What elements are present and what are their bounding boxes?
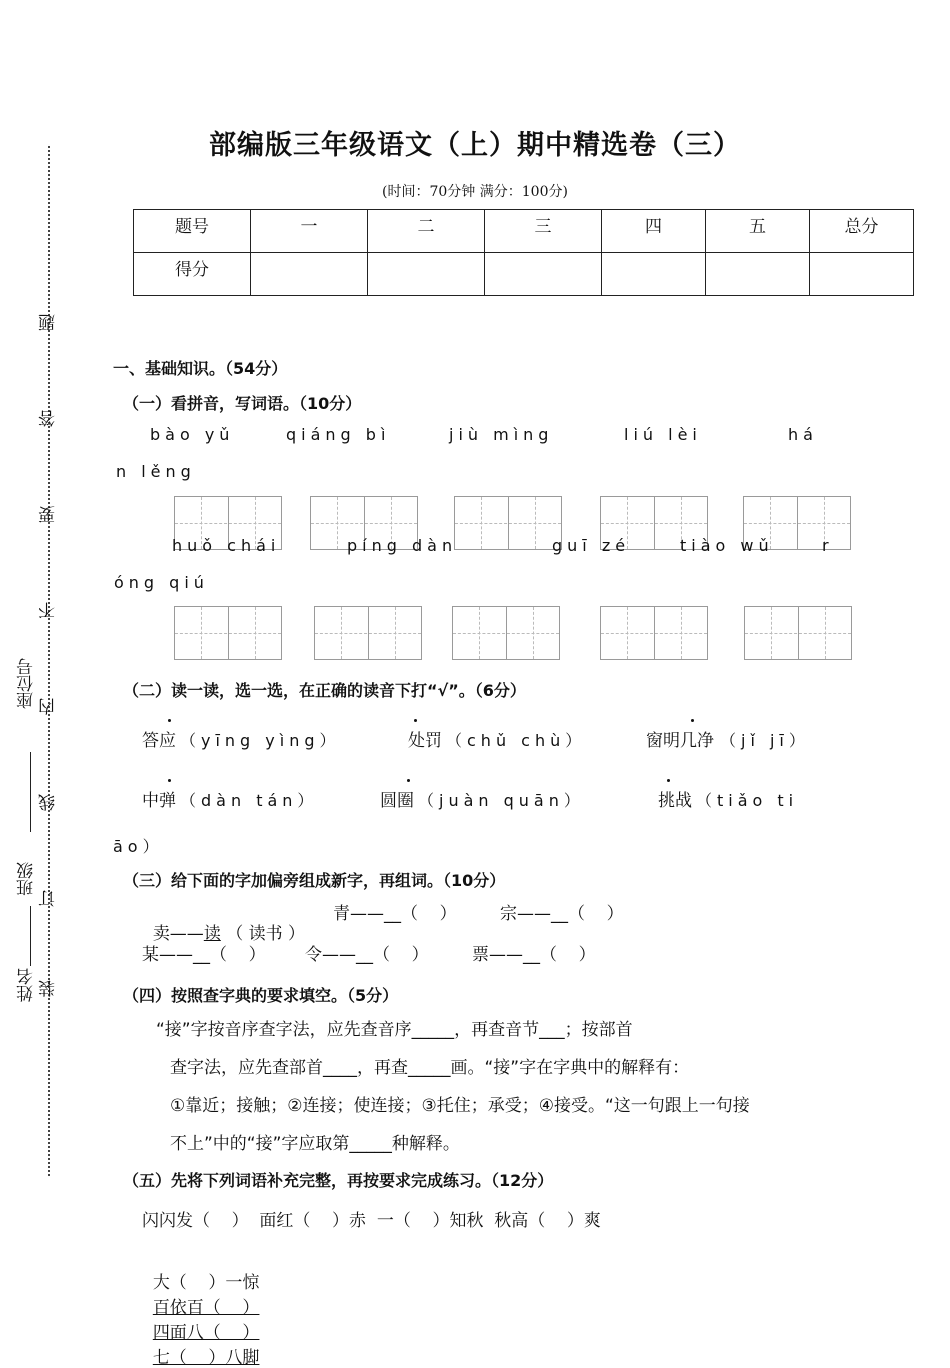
- radical-item[interactable]: 令——__（ ）: [305, 945, 429, 965]
- table-cell: 三: [485, 210, 602, 253]
- score-input-cell[interactable]: [602, 253, 706, 296]
- emphasis-dot: [168, 719, 171, 722]
- radical-item[interactable]: 宗——__（ ）: [500, 904, 624, 924]
- score-table: [133, 209, 914, 296]
- paragraph-line: 不上”中的“接”字应取第_____种解释。: [170, 1134, 460, 1154]
- emphasis-dot: [168, 779, 171, 782]
- part4-heading: （四）按照查字典的要求填空。（5分）: [123, 986, 399, 1005]
- table-cell: 一: [251, 210, 368, 253]
- seat-number-label: 座位号: [17, 658, 37, 709]
- pinyin: huǒ chái: [172, 536, 281, 555]
- radical-char: 卖——: [152, 924, 204, 944]
- emphasis-dot: [691, 719, 694, 722]
- pinyin: há: [788, 425, 818, 444]
- pinyin-options[interactable]: （yīng yìng）: [180, 731, 341, 750]
- margin-char-3: 要: [39, 506, 59, 523]
- margin-char-2: 答: [39, 410, 59, 427]
- radical-item[interactable]: 青——__（ ）: [333, 904, 457, 924]
- writing-grid[interactable]: [314, 606, 422, 660]
- word: 窗明几净: [646, 731, 714, 751]
- writing-grid[interactable]: [174, 606, 282, 660]
- pinyin-options[interactable]: （juàn quān）: [418, 791, 585, 810]
- margin-char-6: 线: [39, 794, 59, 811]
- margin-char-4: 不: [39, 602, 59, 619]
- pinyin-options[interactable]: （chǔ chù）: [446, 731, 587, 750]
- score-input-cell[interactable]: [485, 253, 602, 296]
- table-cell: 五: [706, 210, 810, 253]
- pinyin: guī zé: [552, 536, 631, 555]
- word: 中弹: [142, 791, 176, 811]
- word: 挑战: [658, 791, 692, 811]
- name-label: 姓名: [17, 968, 37, 1002]
- part5-heading: （五）先将下列词语补充完整，再按要求完成练习。（12分）: [123, 1171, 554, 1190]
- seat-number-line: [30, 752, 32, 832]
- idiom: 大（ ）一惊: [152, 1273, 260, 1293]
- page-title: 部编版三年级语文（上）期中精选卷（三）: [209, 130, 741, 161]
- class-line: [30, 906, 32, 966]
- table-cell: 二: [368, 210, 485, 253]
- margin-char-5: 内: [39, 698, 59, 715]
- margin-char-8: 装: [39, 980, 59, 997]
- table-row: [134, 210, 914, 253]
- margin-char-7: 订: [39, 890, 59, 907]
- score-input-cell[interactable]: [368, 253, 485, 296]
- part1-heading: （一）看拼音，写词语。（10分）: [123, 394, 362, 413]
- pinyin: qiáng bì: [286, 425, 391, 444]
- emphasis-dot: [407, 779, 410, 782]
- idiom-line[interactable]: 闪闪发（ ） 面红（ ）赤 一（ ）知秋 秋高（ ）爽: [142, 1211, 601, 1231]
- idiom: 四面八（ ）: [152, 1323, 260, 1343]
- table-row: [134, 253, 914, 296]
- example-word: （ 读书 ）: [226, 924, 306, 944]
- table-cell: 得分: [134, 253, 251, 296]
- emphasis-dot: [414, 719, 417, 722]
- pinyin: tiào wǔ: [680, 536, 774, 555]
- writing-grid[interactable]: [744, 606, 852, 660]
- section-heading: 一、基础知识。（54分）: [113, 359, 288, 378]
- table-cell: 总分: [810, 210, 914, 253]
- pinyin-options[interactable]: （dàn tán）: [180, 791, 319, 810]
- pinyin: jiù mìng: [449, 425, 554, 444]
- table-cell: 题号: [134, 210, 251, 253]
- idiom-line[interactable]: [142, 1248, 259, 1368]
- pinyin: n lěng: [116, 462, 196, 481]
- example-answer: 读: [203, 924, 221, 944]
- radical-item: [142, 899, 305, 944]
- score-input-cell[interactable]: [810, 253, 914, 296]
- pinyin: r: [822, 536, 834, 555]
- word: 圆圈: [380, 791, 414, 811]
- table-cell: 四: [602, 210, 706, 253]
- binding-dotted-line: [48, 146, 50, 1176]
- pinyin: óng qiú: [114, 573, 209, 592]
- paragraph-line: 查字法，应先查部首____，再查_____画。“接”字在字典中的解释有：: [170, 1058, 690, 1078]
- pinyin-options[interactable]: （jǐ jī）: [720, 731, 810, 750]
- paragraph-line: ①靠近；接触；②连接；使连接；③托住；承受；④接受。“这一句跟上一句接: [170, 1096, 750, 1116]
- writing-grid[interactable]: [454, 496, 562, 550]
- class-label: 班级: [17, 862, 37, 896]
- part2-heading: （二）读一读，选一选，在正确的读音下打“√”。（6分）: [123, 681, 526, 700]
- pinyin-options[interactable]: （tiǎo ti: [696, 791, 799, 810]
- score-input-cell[interactable]: [706, 253, 810, 296]
- pinyin: liú lèi: [624, 425, 702, 444]
- writing-grid[interactable]: [600, 606, 708, 660]
- word: 答应: [142, 731, 176, 751]
- idiom: 七（ ）八脚: [152, 1348, 260, 1368]
- part3-heading: （三）给下面的字加偏旁组成新字，再组词。（10分）: [123, 871, 506, 890]
- emphasis-dot: [667, 779, 670, 782]
- margin-char-1: 题: [39, 314, 59, 331]
- score-input-cell[interactable]: [251, 253, 368, 296]
- radical-item[interactable]: 票——__（ ）: [472, 945, 596, 965]
- writing-grid[interactable]: [452, 606, 560, 660]
- exam-info: (时间：70分钟 满分：100分): [382, 184, 568, 200]
- idiom: 百依百（ ）: [152, 1298, 260, 1318]
- radical-item[interactable]: 某——__（ ）: [142, 945, 266, 965]
- paragraph-line: “接”字按音序查字法，应先查音序_____，再查音节___；按部首: [156, 1020, 633, 1040]
- word: 处罚: [408, 731, 442, 751]
- pinyin: píng dàn: [347, 536, 458, 555]
- pinyin-wrap: āo）: [113, 837, 164, 856]
- pinyin: bào yǔ: [150, 425, 235, 444]
